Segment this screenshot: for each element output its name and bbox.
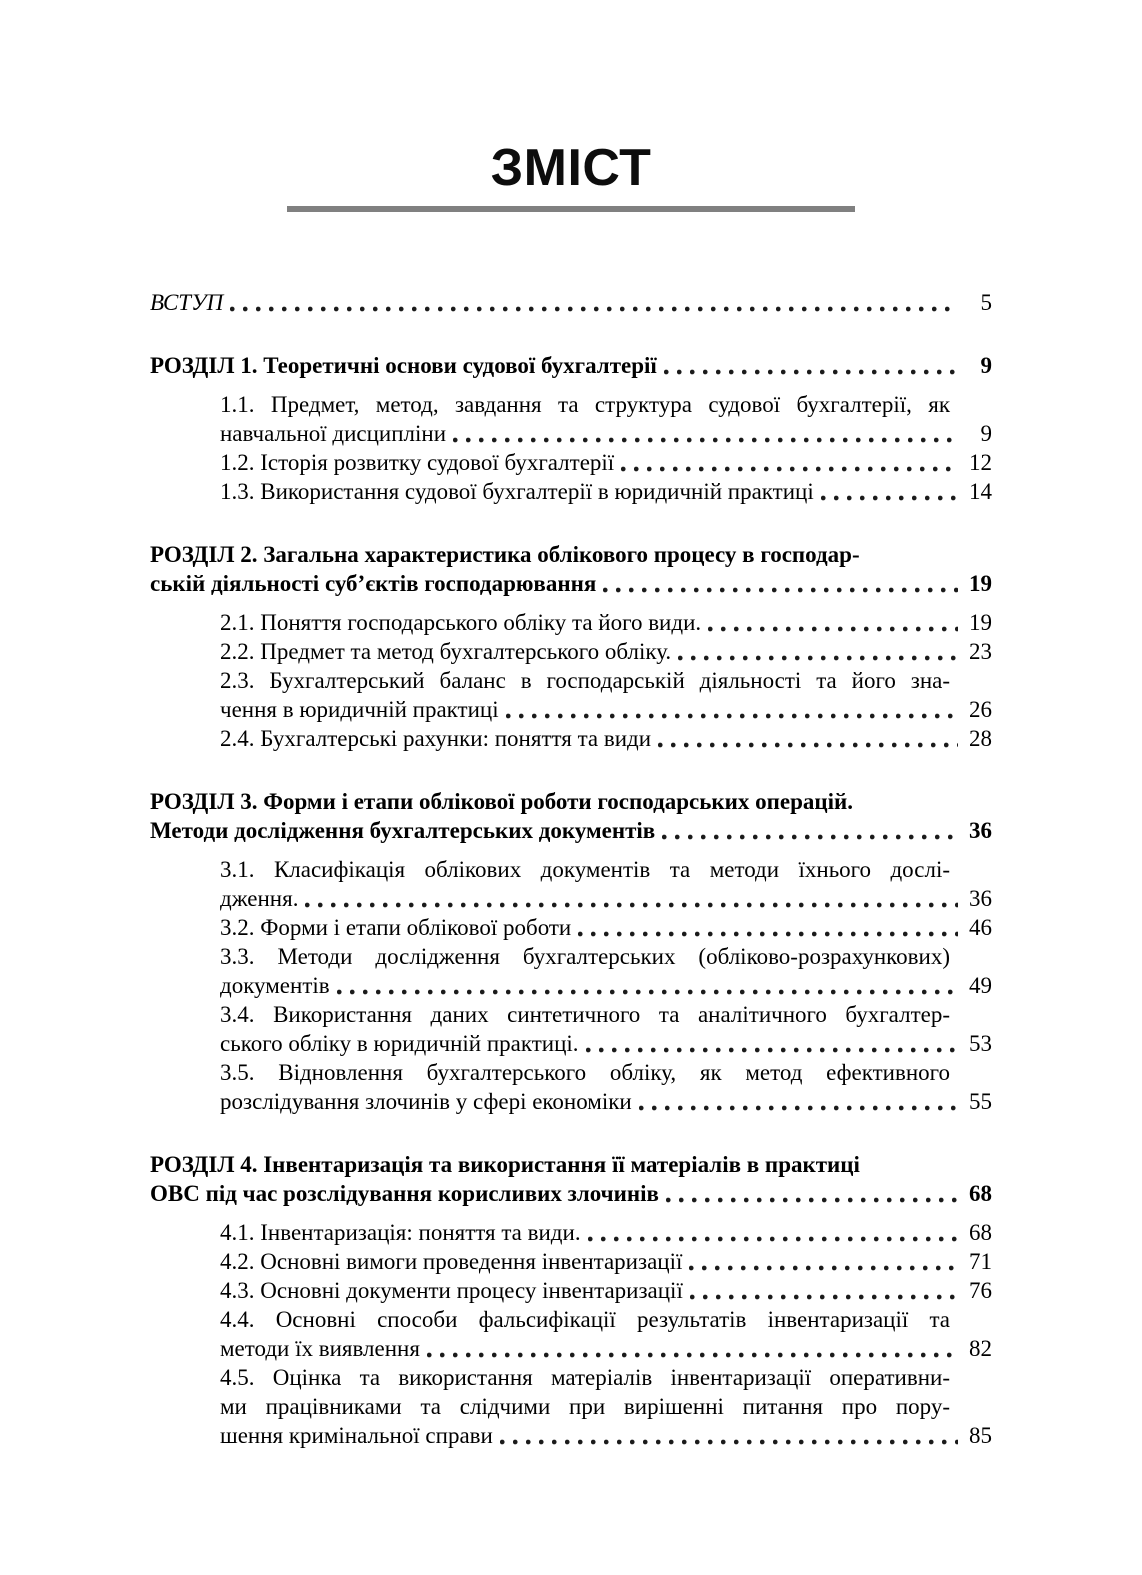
toc-entry-section [150,1218,992,1247]
toc-page-number: 68 [969,1181,992,1206]
toc-entry-section [150,477,992,506]
dot-leader [427,1334,958,1363]
toc-entry-line: ській діяльності суб’єктів господарювання [150,571,597,596]
toc-entry-line: 3.2. Форми і етапи облікової роботи [220,915,572,940]
toc-entry-section [150,855,992,913]
dot-leader [664,351,958,380]
toc-entry-line: РОЗДІЛ 4. Інвентаризація та використання її матеріалів в практиці [150,1152,860,1177]
dot-leader [678,637,958,666]
toc-entry-section [150,1058,992,1116]
toc-entry-lastline [220,1247,992,1276]
toc-entry-lastline [220,608,992,637]
dot-leader [586,1029,958,1058]
toc-entry-section [150,1305,992,1363]
toc-entry-lastline [220,724,992,753]
dot-leader [666,1179,958,1208]
toc-entry-chapter [150,540,992,598]
toc-entry-line: 2.2. Предмет та метод бухгалтерського обліку. [220,639,672,664]
title-underline-rule [287,206,855,212]
toc-entry-lastline [220,477,992,506]
page-header [150,0,992,212]
toc-page-number: 36 [969,818,992,843]
toc-entry-section [150,608,992,637]
dot-leader [578,913,958,942]
toc-entry-chapter [150,351,992,380]
toc-page-number: 9 [980,353,992,378]
toc-page-number: 12 [969,450,992,475]
toc-entry-lastline [150,569,992,598]
toc-entry-line: документів [220,973,330,998]
toc-page-number: 19 [969,571,992,596]
toc-entry-line: 2.4. Бухгалтерські рахунки: поняття та види [220,726,652,751]
dot-leader [588,1218,958,1247]
toc-page-number: 53 [969,1031,992,1056]
toc-entry-line: ського обліку в юридичній практиці. [220,1031,579,1056]
dot-leader [506,695,958,724]
toc-entry-section [150,666,992,724]
toc-entry-line: 4.2. Основні вимоги проведення інвентаризації [220,1249,683,1274]
dot-leader [690,1276,958,1305]
dot-leader [305,884,958,913]
toc-page-number: 82 [969,1336,992,1361]
toc-page-number: 9 [980,421,992,446]
toc-entry-chapter [150,787,992,845]
toc-entry-lastline [220,913,992,942]
toc-entry-section [150,724,992,753]
toc-page-number: 5 [980,290,992,315]
toc-entry-section [150,1000,992,1058]
toc-entry-section [150,637,992,666]
toc-page-number: 28 [969,726,992,751]
toc-page-number: 76 [969,1278,992,1303]
toc-entry-lastline [220,1218,992,1247]
toc-page-number: 46 [969,915,992,940]
toc-entry-line: ОВС під час розслідування корисливих злочинів [150,1181,659,1206]
toc-entry-section [150,448,992,477]
toc-entry-section [150,1363,992,1450]
dot-leader [230,288,958,317]
toc-entry-line: 4.4. Основні способи фальсифікації результатів інвентаризації та [220,1307,950,1332]
toc-entry-lastline [220,884,992,913]
toc-entry-line: чення в юридичній практиці [220,697,499,722]
toc-page-number: 14 [969,479,992,504]
toc-entry-line: 2.3. Бухгалтерський баланс в господарській діяльності та його зна- [220,668,950,693]
toc-entry-lastline [220,448,992,477]
toc-entry-line: 1.2. Історія розвитку судової бухгалтерії [220,450,615,475]
toc-page-number: 55 [969,1089,992,1114]
dot-leader [453,419,958,448]
toc-page-number: 36 [969,886,992,911]
toc-entry-line: ВСТУП [150,290,224,315]
toc-page-number: 26 [969,697,992,722]
toc-entry-line: навчальної дисципліни [220,421,447,446]
toc-entry-line: 2.1. Поняття господарського обліку та його види. [220,610,702,635]
toc-entry-lastline [220,637,992,666]
toc-entry-section [150,942,992,1000]
toc-entry-lastline [220,419,992,448]
toc-entry-lastline [220,1276,992,1305]
dot-leader [500,1421,958,1450]
toc-entry-lastline [150,1179,992,1208]
toc-entry-lastline [150,351,992,380]
dot-leader [337,971,958,1000]
toc-entry-lastline [220,695,992,724]
toc-entry-line: 4.3. Основні документи процесу інвентаризації [220,1278,683,1303]
dot-leader [639,1087,958,1116]
toc-page-number: 23 [969,639,992,664]
dot-leader [621,448,958,477]
dot-leader [603,569,958,598]
toc-entry-lastline [220,1421,992,1450]
toc-entry-lastline [150,288,992,317]
toc-page-number: 19 [969,610,992,635]
toc-entry-line: 1.1. Предмет, метод, завдання та структура судової бухгалтерії, як [220,392,950,417]
toc-entry-lastline [220,1334,992,1363]
toc-entry-line: 3.4. Використання даних синтетичного та аналітичного бухгалтер- [220,1002,950,1027]
toc-page-number: 85 [969,1423,992,1448]
toc-entry-line: 4.1. Інвентаризація: поняття та види. [220,1220,581,1245]
toc-entry-line: 4.5. Оцінка та використання матеріалів інвентаризації оперативни- [220,1365,950,1390]
toc-entry-line: методи їх виявлення [220,1336,420,1361]
toc-page-number: 49 [969,973,992,998]
dot-leader [689,1247,958,1276]
toc-page-number: 71 [969,1249,992,1274]
toc-entry-line: 3.3. Методи дослідження бухгалтерських (обліково-розрахункових) [220,944,950,969]
toc-entry-line: дження. [220,886,299,911]
toc-entry-line: ми працівниками та слідчими при вирішенні питання про пору- [220,1394,950,1419]
toc-entry-chapter [150,1150,992,1208]
toc-page-number: 68 [969,1220,992,1245]
dot-leader [821,477,958,506]
table-of-contents [150,288,992,1450]
toc-entry-line: Методи дослідження бухгалтерських документів [150,818,656,843]
toc-entry-line: РОЗДІЛ 1. Теоретичні основи судової бухгалтерії [150,353,657,378]
dot-leader [708,608,958,637]
toc-entry-lastline [150,816,992,845]
toc-entry-intro [150,288,992,317]
toc-entry-lastline [220,1087,992,1116]
dot-leader [658,724,958,753]
toc-entry-section [150,390,992,448]
toc-entry-line: 3.5. Відновлення бухгалтерського обліку, як метод ефективного [220,1060,950,1085]
toc-entry-line: РОЗДІЛ 2. Загальна характеристика облікового процесу в господар- [150,542,860,567]
toc-entry-section [150,1247,992,1276]
toc-entry-section [150,913,992,942]
toc-entry-line: 1.3. Використання судової бухгалтерії в юридичній практиці [220,479,814,504]
toc-entry-section [150,1276,992,1305]
page-title: ЗМІСТ [490,139,652,197]
toc-entry-line: розслідування злочинів у сфері економіки [220,1089,632,1114]
toc-entry-line: РОЗДІЛ 3. Форми і етапи облікової роботи господарських операцій. [150,789,854,814]
toc-entry-lastline [220,1029,992,1058]
dot-leader [662,816,958,845]
toc-entry-line: шення кримінальної справи [220,1423,493,1448]
toc-entry-lastline [220,971,992,1000]
toc-entry-line: 3.1. Класифікація облікових документів та методи їхнього дослі- [220,857,950,882]
